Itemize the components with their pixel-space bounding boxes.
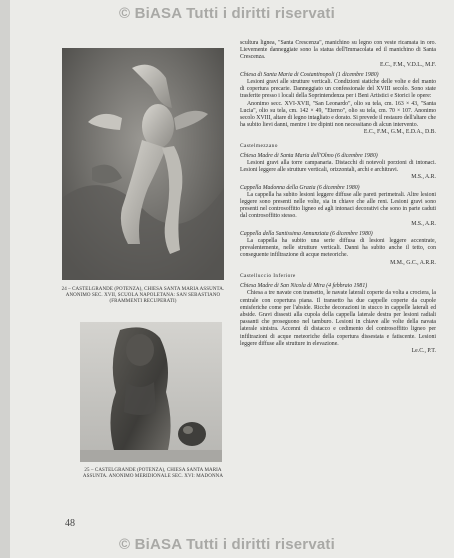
intro-paragraph: scultura lignea, "Santa Crescenza", manichino su legno con veste ricamata in oro. Lievemente danneggiate sono la statua dell'Immacolata ed il manichino di Santa Crescenza. bbox=[240, 40, 436, 61]
paragraph: La cappella ha subito lesioni leggere diffuse alle pareti perimetrali. Altre lesioni leggere sono presenti nelle volte, sia in chiave che alle reni. Lesioni gravi sono presenti nel controsoffitto ligneo ed agli intonaci decorativi che sono in parte caduti dal controsoffitto stesso. bbox=[240, 191, 436, 220]
signature: M.M., G.C., A.R.R. bbox=[390, 259, 436, 266]
section-title-castelluccio: Castelluccio Inferiore bbox=[240, 272, 296, 279]
signature: M.S., A.R. bbox=[411, 220, 436, 227]
figure-24-caption: 24 – CASTELGRANDE (POTENZA), CHIESA SANTA MARIA ASSUNTA. ANONIMO SEC. XVII, SCUOLA NAPOLETANA: SAN SEBASTIANO (FRAMMENTI RECUPERATI) bbox=[61, 287, 225, 304]
paragraph: Lesioni gravi alle strutture verticali. Condizioni statiche delle volte e del manto di copertura precarie. Danneggiato un confessionale del XVIII secolo. Sono state trasferite presso i locali della Soprintendenza per i Beni Artistici e Storici le opere: bbox=[240, 79, 436, 100]
photo-san-sebastiano bbox=[62, 48, 224, 280]
text-column bbox=[240, 40, 436, 357]
entry-heading-grazia: Cappella Madonna della Grazia (6 dicembre 1980) bbox=[240, 184, 360, 191]
entry-heading-annunziata: Cappella della Santissima Annunziata (6 dicembre 1980) bbox=[240, 230, 373, 237]
entry-heading-costantinopoli: Chiesa di Santa Maria di Costantinopoli (1 dicembre 1980) bbox=[240, 71, 379, 78]
signature: M.S., A.R. bbox=[411, 174, 436, 181]
signature: Le.C., P.T. bbox=[411, 347, 436, 354]
watermark-bottom: © BiASA Tutti i diritti riservati bbox=[118, 536, 335, 553]
paragraph: La cappella ha subito una serie diffusa di lesioni leggere accentrate, prevalentemente, nelle strutture verticali. Danni ha subito anche il tetto, con conseguente infiltrazione di acque meteoriche. bbox=[240, 238, 436, 259]
watermark-top: © BiASA Tutti i diritti riservati bbox=[118, 5, 335, 22]
page-number: 48 bbox=[65, 518, 75, 529]
figure-25-caption: 25 – CASTELGRANDE (POTENZA), CHIESA SANTA MARIA ASSUNTA. ANONIMO MERIDIONALE SEC. XVI: MADONNA bbox=[82, 468, 224, 479]
section-title-castelmezzano: Castelmezzano bbox=[240, 142, 278, 149]
entry-heading-olmo: Chiesa Madre di Santa Maria dell'Olmo (6 dicembre 1980) bbox=[240, 152, 378, 159]
paragraph: Chiesa a tre navate con transetto, le navate laterali coperte da volta a crociera, la centrale con copertura piana. Il transetto ha due cappelle coperte da cupole emisferiche come per l'abside. Ricche decorazioni in stucco in cappelle laterali ed abside. Gravi dissesti alla cupola della cappella laterale destra per lesioni radiali passanti che proseguono nel tamburo. Lesioni in chiave alle volte della navata laterale sinistra. Accenni di distacco e cedimento del controsoffitto ligneo per infiltrazioni di acque meteoriche della copertura dissestata e fatiscente. Lesioni leggere diffuse alle strutture in elevazione. bbox=[240, 290, 436, 347]
entry-heading-san-nicola: Chiesa Madre di San Nicola di Mira (4 febbraio 1981) bbox=[240, 283, 368, 290]
intro-signature: E.C., F.M., V.D.L., M.F. bbox=[379, 61, 436, 68]
paragraph: Anonimo secc. XVI-XVII, "San Leonardo", olio su tela, cm. 163 × 43, "Santa Lucia", olio su tela, cm. 142 × 49, "Eterno", olio su tela, cm. 70 × 107. Anonimo secolo XVIII, altare di legno intagliato e dorato. Si prevede il restauro dell'altare che ha subito lievi danni, mentre i tre dipinti non necessitano di alcun intervento. bbox=[240, 100, 436, 129]
photo-madonna bbox=[80, 322, 222, 462]
paragraph: Lesioni gravi alla torre campanaria. Distacchi di notevoli porzioni di intonaci. Lesioni leggere alle strutture verticali, orizzontali, archi e architravi. bbox=[240, 160, 436, 174]
signature: E.C., F.M., G.M., E.D.A., D.B. bbox=[363, 129, 436, 136]
page-edge bbox=[0, 0, 10, 558]
